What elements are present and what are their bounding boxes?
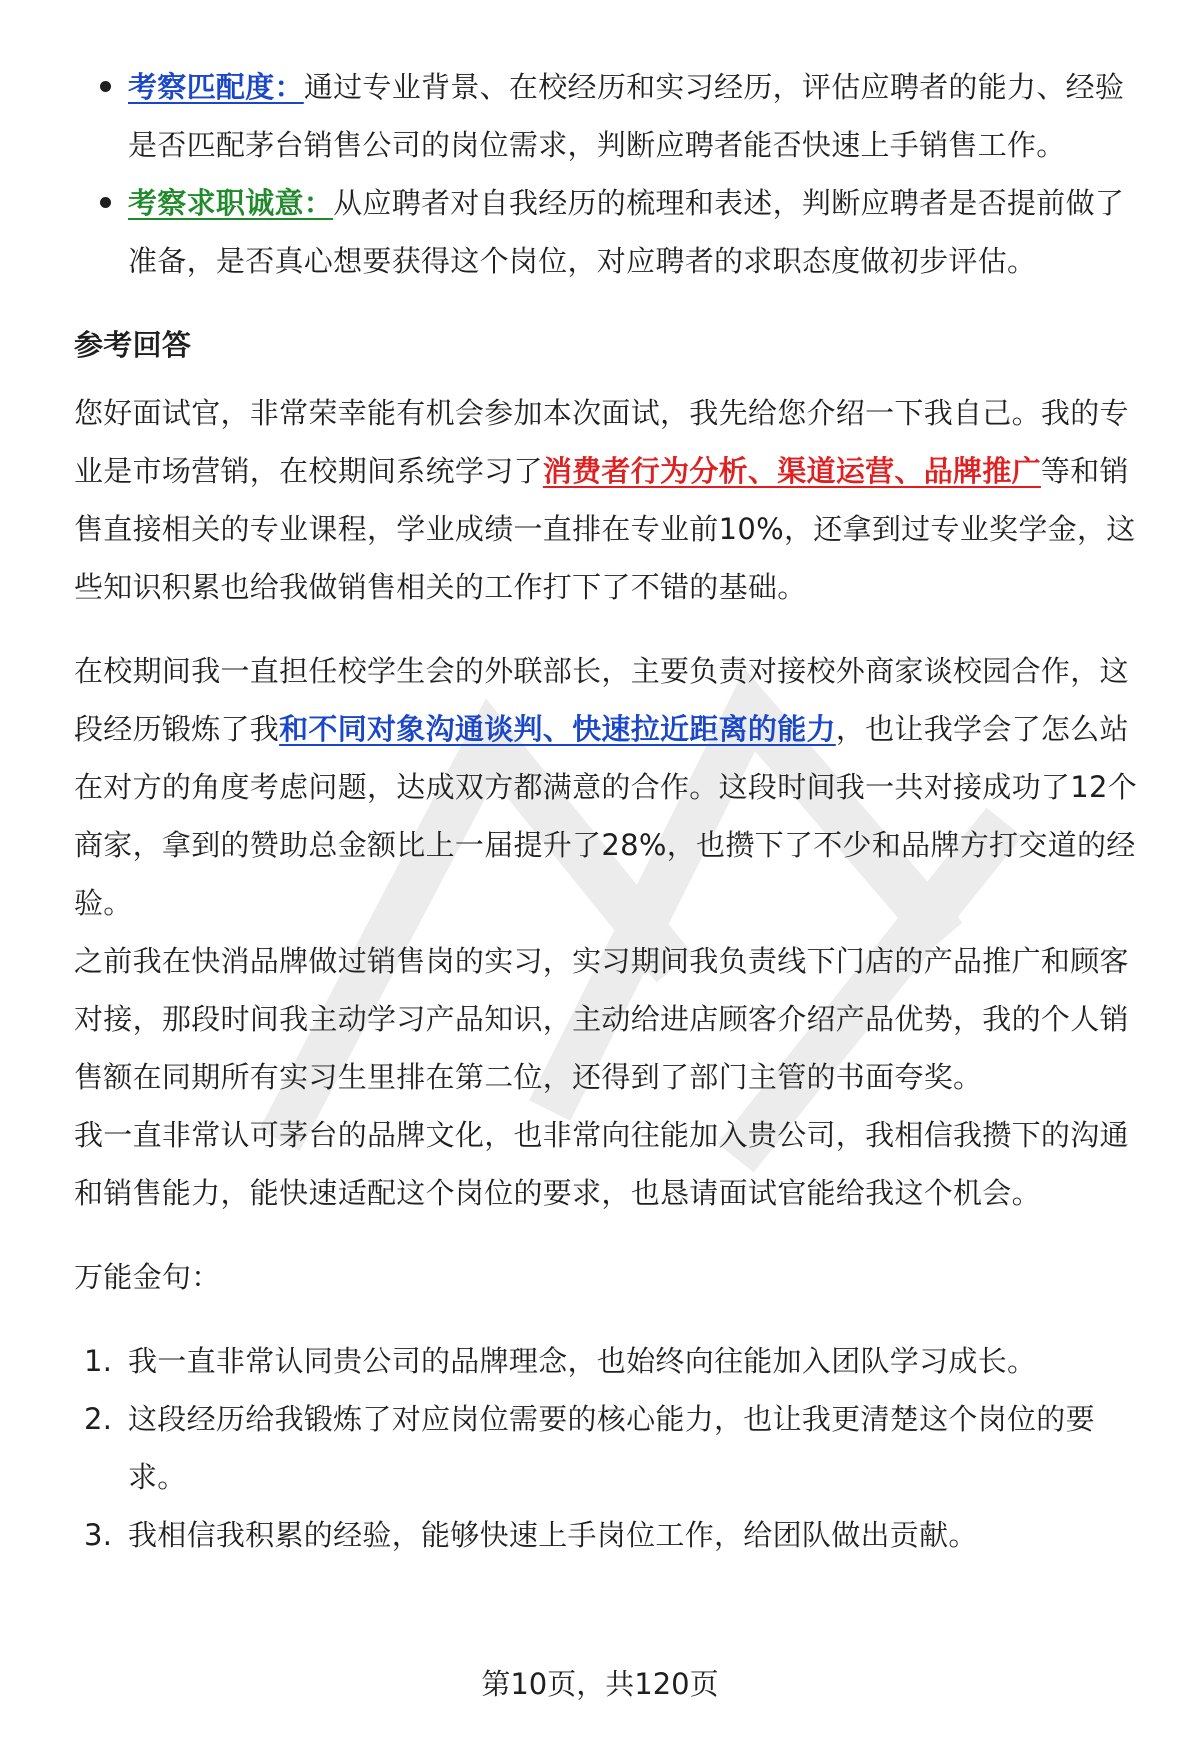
list-number: 3. [84, 1518, 113, 1552]
golden-sentence-item [74, 1506, 1149, 1564]
criteria-item-sincerity [74, 174, 1149, 290]
answer-paragraph-2 [74, 642, 1149, 932]
golden-sentence-text: 这段经历给我锻炼了对应岗位需要的核心能力，也让我更清楚这个岗位的要求。 [128, 1402, 1095, 1494]
criteria-label-sincerity: 考察求职诚意： [128, 186, 334, 220]
criteria-text-sincerity: 从应聘者对自我经历的梳理和表述，判断应聘者是否提前做了准备，是否真心想要获得这个岗位，对应聘者的求职态度做初步评估。 [128, 186, 1125, 278]
golden-heading: 万能金句： [74, 1260, 221, 1294]
bullet-icon [100, 81, 111, 92]
p2-text-after: ，也让我学会了怎么站在对方的角度考虑问题，达成双方都满意的合作。这段时间我一共对接成功了12个商家，拿到的赞助总金额比上一届提升了28%，也攒下了不少和品牌方打交道的经验。 [74, 712, 1138, 920]
criteria-list [74, 58, 1149, 290]
golden-sentence-list [74, 1332, 1149, 1564]
answer-paragraph-4: 我一直非常认可茅台的品牌文化，也非常向往能加入贵公司，我相信我攒下的沟通和销售能力，能快速适配这个岗位的要求，也恳请面试官能给我这个机会。 [74, 1118, 1129, 1210]
p1-highlight: 消费者行为分析、渠道运营、品牌推广 [542, 454, 1041, 488]
criteria-text-match: 通过专业背景、在校经历和实习经历，评估应聘者的能力、经验是否匹配茅台销售公司的岗位需求，判断应聘者能否快速上手销售工作。 [128, 70, 1125, 162]
list-number: 2. [84, 1402, 113, 1436]
list-number: 1. [84, 1344, 113, 1378]
criteria-item-match [74, 58, 1149, 174]
golden-sentence-text: 我相信我积累的经验，能够快速上手岗位工作，给团队做出贡献。 [128, 1518, 978, 1552]
criteria-label-match: 考察匹配度： [128, 70, 304, 104]
document-content [74, 58, 1149, 1564]
p1-text-before: 您好面试官，非常荣幸能有机会参加本次面试，我先给您介绍一下我自己。我的专业是市场营销，在校期间系统学习了 [74, 396, 1129, 488]
golden-sentence-item [74, 1332, 1149, 1390]
p1-text-after: 等和销售直接相关的专业课程，学业成绩一直排在专业前10%，还拿到过专业奖学金，这些知识积累也给我做销售相关的工作打下了不错的基础。 [74, 454, 1136, 604]
p2-text-before: 在校期间我一直担任校学生会的外联部长，主要负责对接校外商家谈校园合作，这段经历锻炼了我 [74, 654, 1129, 746]
p2-highlight: 和不同对象沟通谈判、快速拉近距离的能力 [279, 712, 836, 746]
answer-heading: 参考回答 [74, 328, 192, 362]
golden-sentence-text: 我一直非常认同贵公司的品牌理念，也始终向往能加入团队学习成长。 [128, 1344, 1037, 1378]
bullet-icon [100, 197, 111, 208]
page-number-footer: 第10页，共120页 [481, 1667, 719, 1701]
answer-paragraph-3: 之前我在快消品牌做过销售岗的实习，实习期间我负责线下门店的产品推广和顾客对接，那段时间我主动学习产品知识，主动给进店顾客介绍产品优势，我的个人销售额在同期所有实习生里排在第二位，还得到了部门主管的书面夸奖。 [74, 944, 1129, 1094]
golden-sentence-item [74, 1390, 1149, 1506]
answer-paragraph-1 [74, 384, 1149, 616]
